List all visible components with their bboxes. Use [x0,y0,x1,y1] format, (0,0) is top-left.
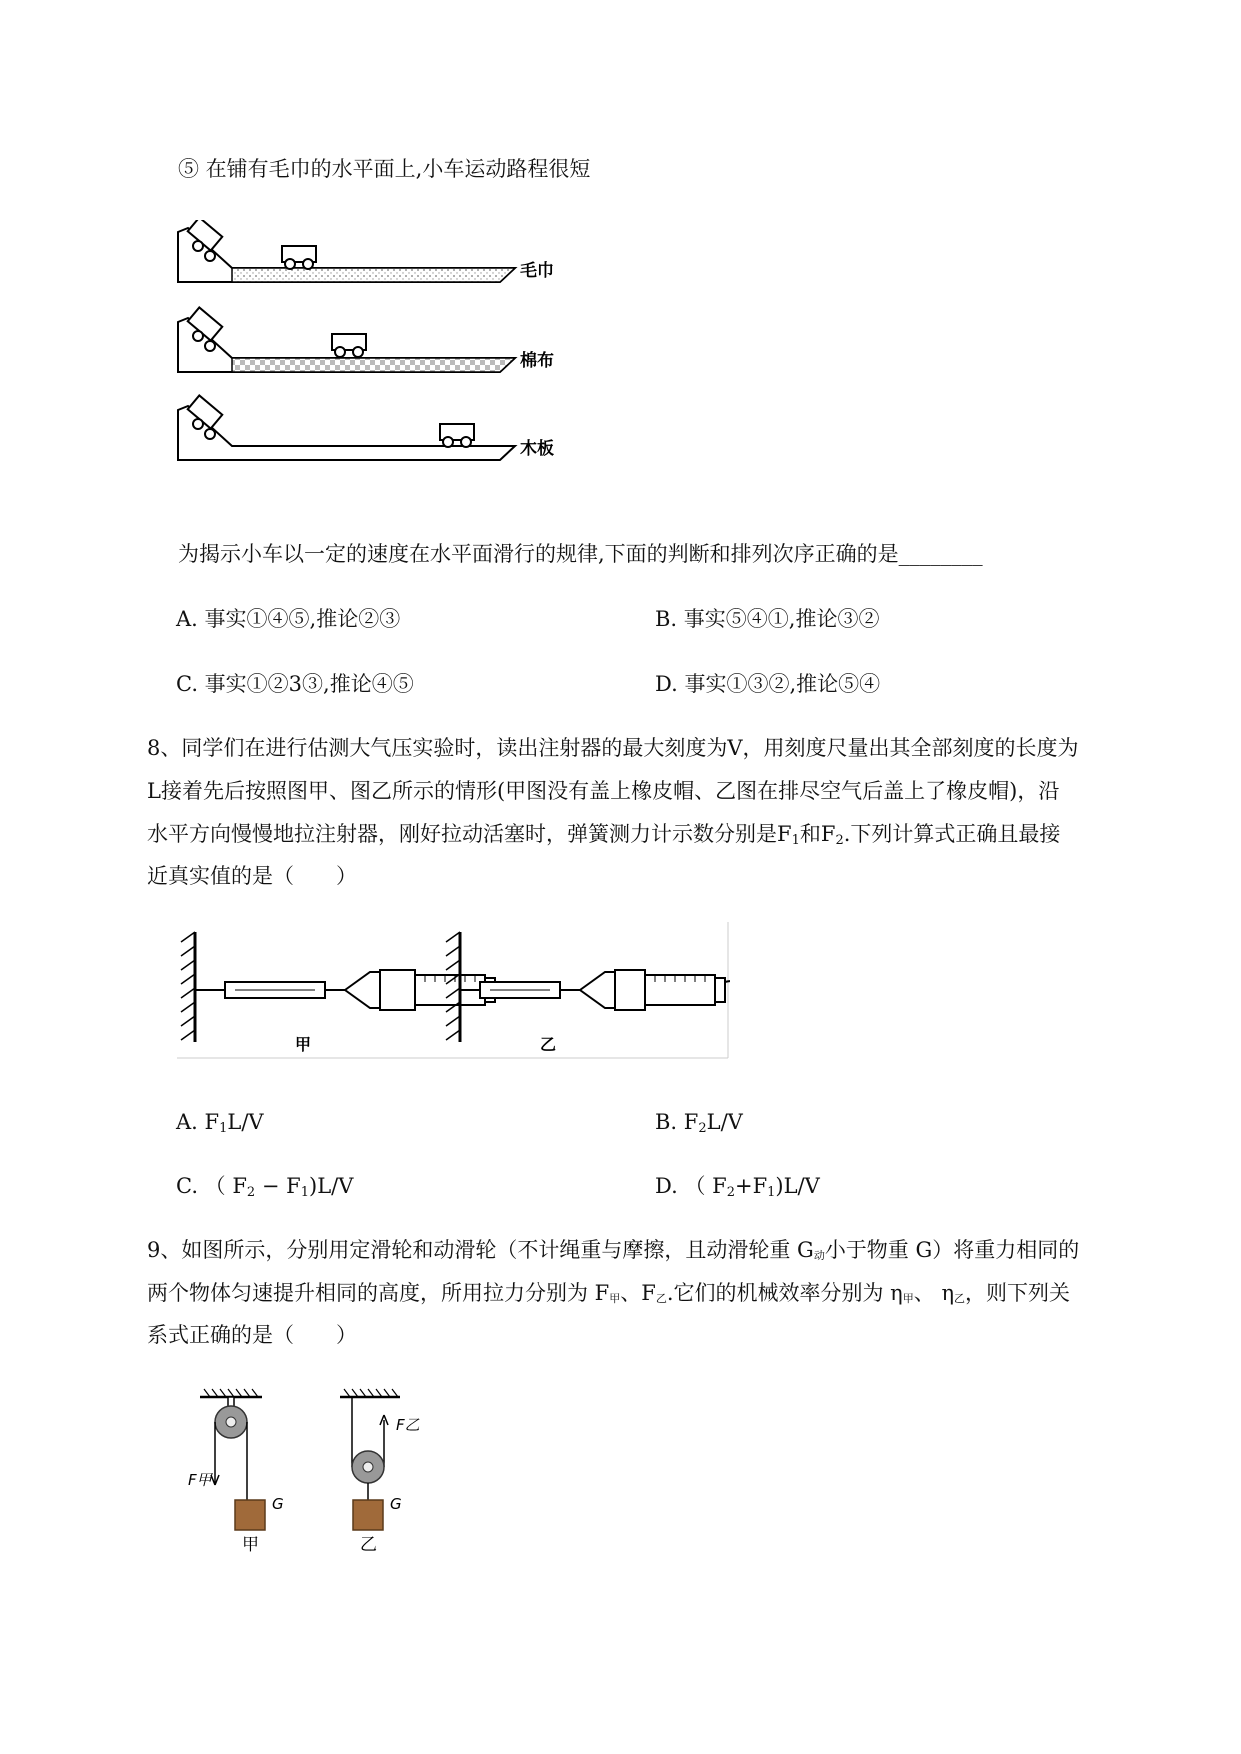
movable-pulley-yi [340,1389,420,1555]
q8-option-c[interactable]: C. （ $F_2 - F_1)L/V$ [176,1174,354,1200]
syringe-setup-yi [446,932,730,1054]
pulley-label-yi: 乙 [360,1535,377,1555]
force-label-jia: F甲 [188,1471,212,1489]
q8-line-1: 8、同学们在进行估测大气压实验时，读出注射器的最大刻度为V，用刻度尺量出其全部刻度的长度为 [147,736,1079,760]
q7-option-d[interactable]: D. 事实①③②,推论⑤④ [655,672,881,696]
q7-option-b[interactable]: B. 事实⑤④①,推论③② [655,607,880,631]
weight-label-yi: G [390,1495,402,1513]
ramp-cotton [178,307,554,372]
q8-line-3: 水平方向慢慢地拉注射器，刚好拉动活塞时，弹簧测力计示数分别是$F_1$和$F_2$.下列计算式正确且最接 [147,822,1061,848]
q7-option-c[interactable]: C. 事实①②3③,推论④⑤ [176,672,414,696]
q8-option-b[interactable]: B. $F_2L/V$ [655,1110,743,1136]
fixed-pulley-jia [188,1389,284,1555]
figure-label-jia: 甲 [295,1035,312,1054]
surface-label-towel: 毛巾 [520,261,554,281]
ramp-towel [178,220,554,282]
ramp-wood [178,395,554,460]
fact-5: ⑤ 在铺有毛巾的水平面上,小车运动路程很短 [178,157,591,181]
syringe-setup-jia [181,932,495,1054]
q9-line-3: 系式正确的是（ ） [147,1323,357,1347]
force-label-yi: F乙 [396,1416,420,1434]
q7-question: 为揭示小车以一定的速度在水平面滑行的规律,下面的判断和排列次序正确的是________ [178,542,983,566]
q8-option-a[interactable]: A. $F_1L/V$ [176,1110,264,1136]
q9-line-1: 9、如图所示，分别用定滑轮和动滑轮（不计绳重与摩擦，且动滑轮重 G动小于物重 G）将重力相同的 [147,1238,1080,1262]
syringe-experiment-figure [175,920,730,1060]
q8-option-d[interactable]: D. （ $F_2+F_1)L/V$ [655,1174,820,1200]
surface-label-cotton: 棉布 [520,351,554,371]
q8-line-4: 近真实值的是（ ） [147,864,357,888]
q8-line-2: L接着先后按照图甲、图乙所示的情形(甲图没有盖上橡皮帽、乙图在排尽空气后盖上了橡皮帽)，沿 [147,779,1060,803]
q9-line-2: 两个物体匀速提升相同的高度，所用拉力分别为 F甲、F乙.它们的机械效率分别为 η甲、 η乙，则下列关 [147,1281,1071,1305]
surface-label-wood: 木板 [520,439,554,459]
q7-option-a[interactable]: A. 事实①④⑤,推论②③ [176,607,401,631]
pulley-figure [180,1385,460,1575]
weight-label-jia: G [272,1495,284,1513]
ramp-experiment-figure [170,220,590,500]
figure-label-yi: 乙 [540,1035,557,1054]
pulley-label-jia: 甲 [242,1535,259,1555]
